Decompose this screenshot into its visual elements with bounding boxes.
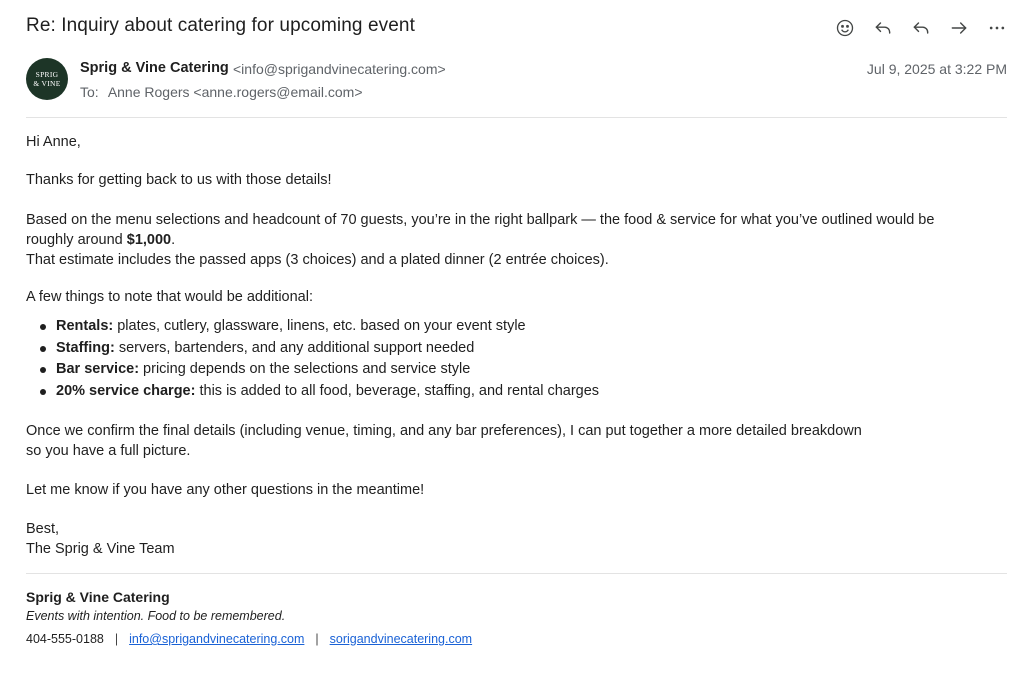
emoji-reaction-button[interactable] bbox=[832, 15, 858, 41]
more-icon bbox=[987, 18, 1007, 38]
additional-items-list bbox=[26, 316, 599, 403]
signature-divider bbox=[26, 573, 1007, 574]
reply-all-button[interactable] bbox=[908, 15, 934, 41]
signature-website-link[interactable]: sorigandvinecatering.com bbox=[329, 632, 473, 646]
list-item-text: plates, cutlery, glassware, linens, etc. based on your event style bbox=[113, 318, 526, 334]
list-item bbox=[56, 381, 599, 403]
more-options-button[interactable] bbox=[984, 15, 1010, 41]
reply-button[interactable] bbox=[870, 15, 896, 41]
forward-icon bbox=[949, 18, 969, 38]
includes-paragraph: That estimate includes the passed apps (3 choices) and a plated dinner (2 entrée choices). bbox=[26, 252, 609, 268]
list-item-label: Bar service: bbox=[56, 361, 140, 378]
list-item-label: 20% service charge: bbox=[56, 383, 196, 400]
closing: Best, bbox=[26, 521, 60, 537]
estimate-end: . bbox=[171, 232, 176, 248]
signature-contact bbox=[26, 632, 472, 646]
avatar-text-line1: SPRIG bbox=[35, 70, 59, 79]
list-item-text: pricing depends on the selections and service style bbox=[139, 361, 471, 378]
sender-avatar[interactable] bbox=[26, 58, 68, 100]
header-divider bbox=[26, 117, 1007, 118]
note-paragraph: A few things to note that would be additional: bbox=[26, 289, 313, 305]
emoji-icon bbox=[835, 18, 855, 38]
sender-name[interactable]: Sprig & Vine Catering bbox=[80, 60, 229, 76]
recipient: Anne Rogers <anne.rogers@email.com> bbox=[107, 84, 363, 100]
greeting: Hi Anne, bbox=[26, 134, 81, 150]
separator: | bbox=[114, 632, 119, 646]
questions-paragraph: Let me know if you have any other questions in the meantime! bbox=[26, 482, 425, 498]
signature-tagline: Events with intention. Food to be remembered. bbox=[26, 609, 286, 623]
forward-button[interactable] bbox=[946, 15, 972, 41]
recipient-line bbox=[80, 84, 363, 100]
estimate-paragraph bbox=[26, 210, 936, 250]
sign-off-team: The Sprig & Vine Team bbox=[26, 541, 175, 557]
message-toolbar bbox=[832, 15, 1010, 41]
estimate-amount: $1,000 bbox=[126, 232, 172, 248]
list-item-label: Rentals: bbox=[56, 318, 114, 334]
list-item bbox=[56, 338, 599, 360]
list-item-label: Staffing: bbox=[56, 339, 115, 356]
to-label: To: bbox=[80, 84, 99, 100]
reply-icon bbox=[873, 18, 893, 38]
list-item-text: this is added to all food, beverage, staffing, and rental charges bbox=[195, 383, 600, 400]
email-subject: Re: Inquiry about catering for upcoming event bbox=[26, 15, 415, 36]
email-date: Jul 9, 2025 at 3:22 PM bbox=[866, 61, 1007, 77]
signature-phone: 404-555-0188 bbox=[26, 632, 104, 646]
signature-email-link[interactable]: info@sprigandvinecatering.com bbox=[129, 632, 305, 646]
signature-name: Sprig & Vine Catering bbox=[26, 589, 170, 605]
reply-all-icon bbox=[911, 18, 931, 38]
list-item bbox=[56, 316, 599, 338]
list-item-text: servers, bartenders, and any additional support needed bbox=[114, 339, 475, 356]
estimate-text: Based on the menu selections and headcount of 70 guests, you’re in the right ballpark — the food & service for what you’ve outlined would be roughly around bbox=[26, 212, 935, 248]
thanks-paragraph: Thanks for getting back to us with those details! bbox=[26, 172, 332, 188]
avatar-text-line2: & VINE bbox=[33, 79, 61, 88]
sender-email: <info@sprigandvinecatering.com> bbox=[233, 61, 446, 77]
separator: | bbox=[315, 632, 319, 646]
confirm-paragraph: Once we confirm the final details (including venue, timing, and any bar preferences), I can put together a more detailed breakdown so you have a full picture. bbox=[26, 423, 862, 459]
list-item bbox=[56, 359, 599, 381]
